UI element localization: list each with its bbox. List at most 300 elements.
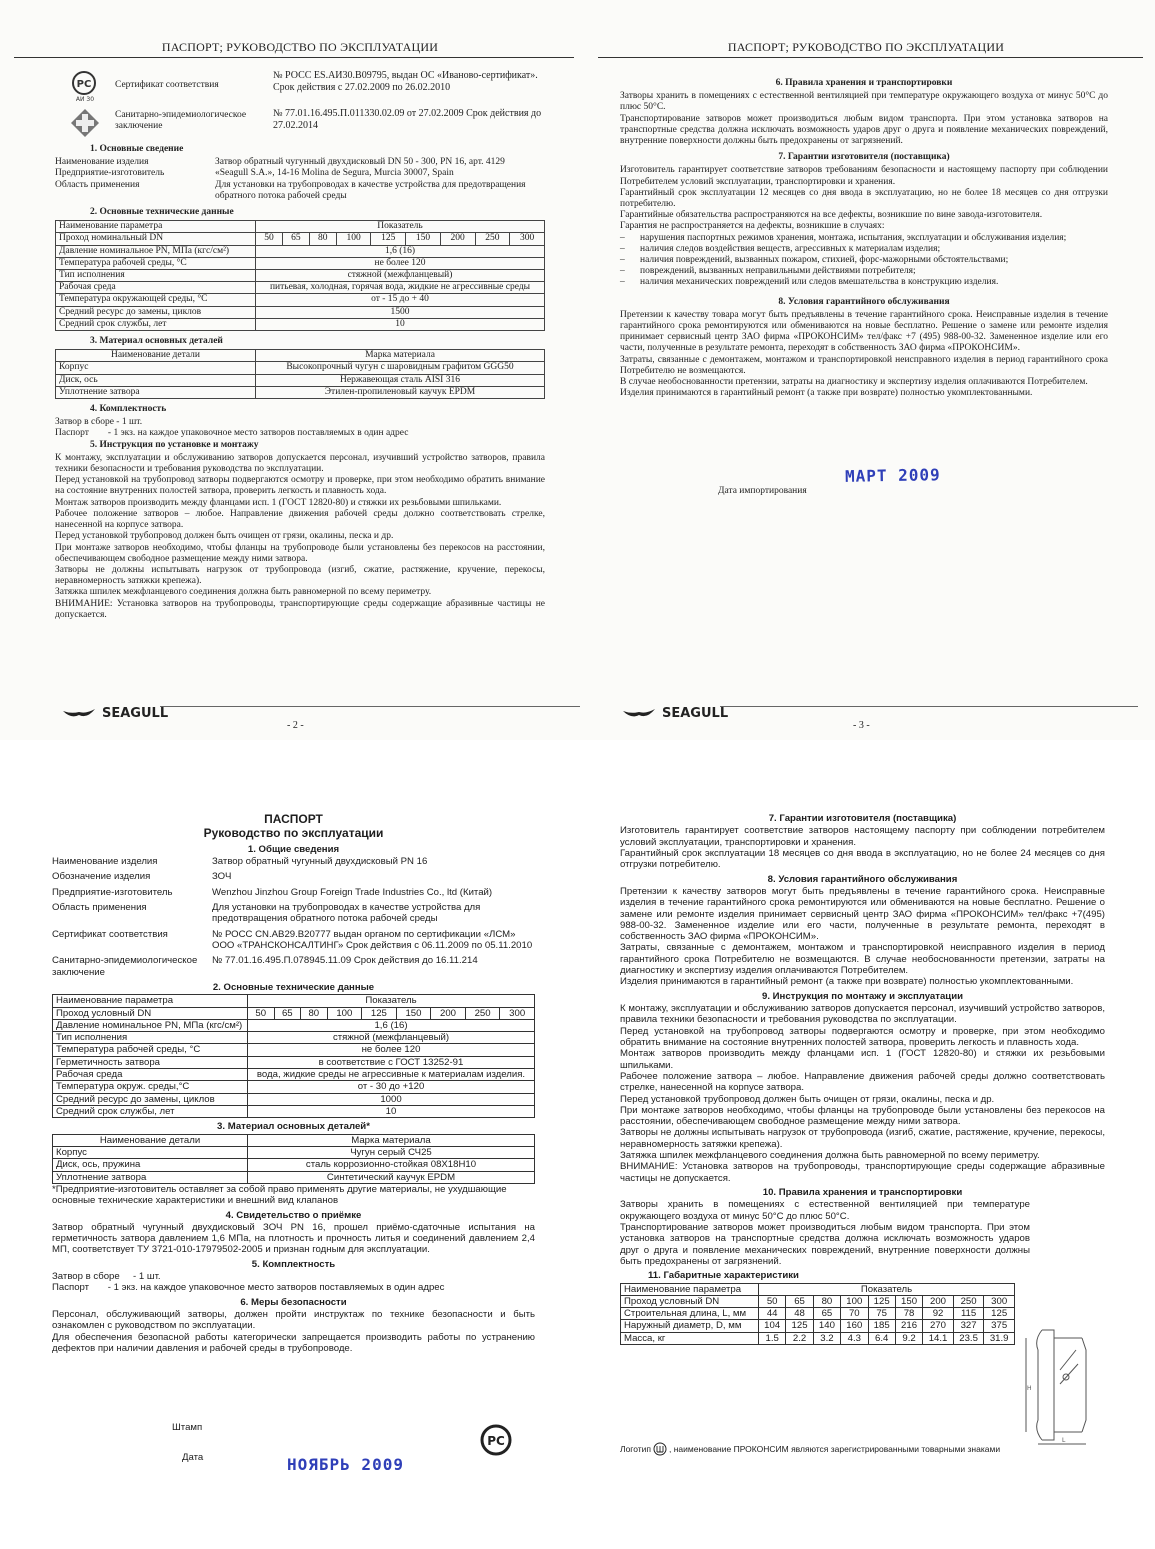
info-row <box>55 157 545 168</box>
trademark-prefix: Логотип <box>620 1443 652 1454</box>
install-instructions <box>55 453 545 621</box>
table-row <box>56 294 545 306</box>
row-label: Температура рабочей среды, °С <box>56 257 256 269</box>
row-label: Тип исполнения <box>53 1032 248 1044</box>
row-label: Уплотнение затвора <box>53 1171 248 1183</box>
row-label: Температура окруж. среды,°С <box>53 1081 248 1093</box>
tech-data-table <box>55 220 545 331</box>
safety-text <box>52 1309 535 1354</box>
section-5-title: 5. Комплектность <box>251 1258 336 1270</box>
package-line: Затвор в сборе - 1 шт. <box>55 417 143 428</box>
value-cell: 80 <box>813 1295 840 1307</box>
value-cell: 31.9 <box>984 1332 1015 1344</box>
table-row <box>56 374 545 386</box>
info-value: № 77.01.16.495.П.078945.11.09 Срок действия до 16.11.214 <box>212 955 478 967</box>
page-number: - 3 - <box>853 720 870 731</box>
proconsim-logo-icon <box>653 1442 667 1456</box>
dn-cell: 80 <box>309 233 336 245</box>
value-cell: 216 <box>895 1320 922 1332</box>
svg-text:L: L <box>1062 1437 1066 1444</box>
warranty-text <box>620 165 1108 232</box>
row-value: Высокопрочный чугун с шаровидным графитом GGG50 <box>256 362 545 374</box>
value-cell: 3.2 <box>813 1332 840 1344</box>
value-cell: 160 <box>841 1320 868 1332</box>
dn-cell: 250 <box>465 1007 500 1019</box>
dn-cell: 50 <box>256 233 283 245</box>
instruction-paragraph: Перед установкой на трубопровод затворы подвергаются осмотру и проверке, при этом необходимо обратить внимание на состояние внутренних полостей затвора, проверить легкость и плавность хода. <box>55 475 545 497</box>
value-cell: 250 <box>953 1295 984 1307</box>
table-row <box>53 1159 535 1171</box>
service-paragraph: В случае необоснованности претензии, затраты на диагностику и экспертизу изделия оплачиваются Потребителем. <box>620 377 1088 388</box>
row-value: вода, жидкие среды не агрессивные к материалам изделия. <box>248 1069 535 1081</box>
table-row <box>53 1171 535 1183</box>
warranty-paragraph: Гарантийный срок эксплуатации 18 месяцев со дня ввода в эксплуатацию, но не более 24 месяцев со дня отгрузки потребителю. <box>620 847 1105 871</box>
value-cell: 104 <box>759 1320 786 1332</box>
instruction-paragraph: При монтаже затворов необходимо, чтобы фланцы на трубопроводе были установлены без перекосов на расстоянии, обеспечивающем свободное размещение между ними затвора. <box>55 542 545 564</box>
table-row <box>53 1146 535 1158</box>
info-row <box>52 955 535 978</box>
instruction-paragraph: Перед установкой на трубопровод затворы подвергаются осмотру и проверке, при этом необходимо обратить внимание на состояние внутренних полостей затвора, проверить легкость и плавность хода. <box>620 1025 1105 1048</box>
value-cell: 270 <box>923 1320 954 1332</box>
table-row <box>53 1069 535 1081</box>
svg-text:АИ 30: АИ 30 <box>75 96 95 102</box>
dn-cell: 150 <box>406 233 441 245</box>
section-8-title: 8. Условия гарантийного обслуживания <box>767 873 958 885</box>
dn-cell: 250 <box>475 233 510 245</box>
row-value: 1500 <box>256 306 545 318</box>
info-label: Наименование изделия <box>55 157 149 168</box>
page-2-footer-rule <box>160 706 580 707</box>
sanitary-text: № 77.01.16.495.П.011330.02.09 от 27.02.2009 Срок действия до 27.02.2014 <box>273 108 542 131</box>
certificate-row <box>55 70 545 102</box>
storage-paragraph: Транспортирование затворов может производиться любым видом транспорта. При этом установка затворов на транспортные средства должна исключать возможность ударов друг о друга и появление механических повреждений, внутренние поверхности должны быть предохранены от загрязнений. <box>620 113 1108 147</box>
info-label: Область применения <box>55 179 140 190</box>
header-cell: Наименование детали <box>53 1134 248 1146</box>
service-paragraph: Претензии к качеству затворов могут быть предъявлены в течение гарантийного срока. Неисправные изделия в течение гарантийного срока ремонтируются или обмениваются на новые бесплатно. Решение о замене или ремонте изделия принимает сервисный центр ЗАО фирма «ПРОКОНСИМ» тел/факс +7(495) 988-00-32. Замененное изделие или его части, полученные в результате ремонта, переходят в собственность ЗАО фирма «ПРОКОНСИМ». <box>620 885 1105 943</box>
table-row <box>53 1106 535 1118</box>
value-cell: 23.5 <box>953 1332 984 1344</box>
table-row <box>621 1295 1015 1307</box>
instruction-paragraph: При монтаже затворов необходимо, чтобы фланцы на трубопроводе были установлены без перекосов на расстоянии, обеспечивающем свободное размещение между ними затвора. <box>620 1104 1105 1128</box>
table-row <box>56 257 545 269</box>
list-item: – наличия следов воздействия веществ, агрессивных к материалам изделия; <box>620 244 1108 255</box>
instruction-paragraph: Монтаж затворов производить между фланцами исп. 1 (ГОСТ 12820-80) и стяжки их резьбовыми шпильками. <box>620 1048 1105 1071</box>
date-label: Дата <box>182 1452 204 1463</box>
seagull-logo-text: SEAGULL <box>102 706 169 721</box>
dn-cell: 300 <box>500 1007 535 1019</box>
package-line: Паспорт - 1 экз. на каждое упаковочное место затворов поставляемых в один адрес <box>52 1282 445 1294</box>
row-value: не более 120 <box>256 257 545 269</box>
info-label: Область применения <box>52 902 147 914</box>
header-cell: Показатель <box>248 995 535 1007</box>
value-cell: 125 <box>786 1320 813 1332</box>
dn-cell: 100 <box>327 1007 362 1019</box>
info-value: Для установки на трубопроводах в качестве устройства для предотвращения обратного потока рабочей среды <box>215 179 526 201</box>
instruction-paragraph: Перед установкой трубопровод должен быть очищен от грязи, окалины, песка и др. <box>55 531 394 542</box>
table-row <box>53 1007 535 1019</box>
sanitary-cross-icon <box>55 108 115 138</box>
seagull-bird-icon <box>62 707 96 721</box>
cert-label: Сертификат соответствия <box>115 80 219 90</box>
dn-cell: 80 <box>301 1007 328 1019</box>
service-text <box>620 886 1105 988</box>
table-header-row <box>621 1283 1015 1295</box>
table-row <box>56 386 545 398</box>
info-row <box>52 929 535 952</box>
warranty-text <box>620 825 1105 870</box>
page-2-header-rule <box>14 57 574 58</box>
date-stamp: МАРТ 2009 <box>844 465 941 486</box>
value-cell: 125 <box>868 1295 895 1307</box>
page-2-header: ПАСПОРТ; РУКОВОДСТВО ПО ЭКСПЛУАТАЦИИ <box>161 40 439 54</box>
table-row <box>53 1044 535 1056</box>
trademark-note <box>620 1442 1000 1456</box>
row-value: 1,6 (16) <box>256 245 545 257</box>
table-row <box>53 1056 535 1068</box>
section-1-title: 1. Основные сведение <box>90 144 184 154</box>
info-label: Предприятие-изготовитель <box>55 168 165 179</box>
seagull-logo-text: SEAGULL <box>662 706 729 721</box>
sanitary-label: Санитарно-эпидемиологическое заключение <box>115 110 247 132</box>
seagull-logo-left <box>62 706 168 721</box>
row-label: Рабочая среда <box>53 1069 248 1081</box>
storage-paragraph: Транспортирование затворов может производиться любым видом транспорта. При этом установка затворов на транспортные средства должна исключать возможность ударов друг о друга и появление механических повреждений, внутренние поверхности должны быть предохранены от загрязнений. <box>620 1221 1030 1267</box>
storage-paragraph: Затворы хранить в помещениях с естественной вентиляцией при температуре окружающего воздуха от минус 50°С до плюс 50°С. <box>620 91 1108 113</box>
table-row <box>56 362 545 374</box>
table-row <box>621 1332 1015 1344</box>
section-3-title: 3. Материал основных деталей* <box>217 1121 370 1133</box>
warranty-paragraph: Гарантия не распространяется на дефекты, возникшие в случаях: <box>620 221 885 232</box>
value-cell: 327 <box>953 1320 984 1332</box>
sanitary-row <box>55 108 545 138</box>
row-value: Этилен-пропиленовый каучук EPDM <box>256 386 545 398</box>
value-cell: 1.5 <box>759 1332 786 1344</box>
section-3-title: 3. Материал основных деталей <box>90 336 223 347</box>
trademark-text: , наименование ПРОКОНСИМ являются зарегистрированными товарными знаками <box>669 1443 1001 1454</box>
rst-logo-icon <box>478 1424 516 1461</box>
instruction-paragraph: К монтажу, эксплуатации и обслуживанию затворов допускается персонал, изучивший устройство затворов, правила техники безопасности и требования руководства по эксплуатации. <box>620 1003 1105 1026</box>
section-8-title: 8. Условия гарантийного обслуживания <box>778 296 950 307</box>
instruction-paragraph: Рабочее положение затвора – любое. Направление движения рабочей среды должно соответствовать стрелке, нанесенной на корпусе затвора. <box>620 1070 1105 1094</box>
cert-text: № РОСС ES.АИ30.В09795, выдан ОС «Иваново-сертификат». Срок действия с 27.02.2009 по 26.02.2010 <box>273 70 538 93</box>
row-value: Чугун серый СЧ25 <box>248 1146 535 1158</box>
section-11-title: 11. Габаритные характеристики <box>648 1270 799 1282</box>
value-cell: 185 <box>868 1320 895 1332</box>
info-label: Предприятие-изготовитель <box>52 886 173 898</box>
instruction-paragraph: К монтажу, эксплуатации и обслуживанию затворов допускается персонал, изучивший устройство затворов, правила техники безопасности и требования руководства по эксплуатации. <box>55 452 545 475</box>
info-value: № РОСС CN.АВ29.В20777 выдан органом по сертификации «ЛСМ» ООО «ТРАНСКОНСАЛТИНГ» Срок действия с 06.11.2009 по 05.11.2010 <box>212 928 533 951</box>
row-label: Давление номинальное PN, МПа (кгс/см²) <box>53 1019 248 1031</box>
table-row <box>621 1308 1015 1320</box>
value-cell: 125 <box>984 1308 1015 1320</box>
row-value: Нержавеющая сталь AISI 316 <box>256 374 545 386</box>
info-label: Наименование изделия <box>52 856 158 868</box>
service-paragraph: Затраты, связанные с демонтажем, монтажом и транспортировкой неисправного изделия в период гарантийного срока Потребителю не возмещаются. В случае необоснованности претензии, затраты на диагностику и экспертизу изделия оплачиваются Потребителем. <box>620 942 1105 977</box>
info-row <box>52 902 535 925</box>
value-cell: 200 <box>923 1295 954 1307</box>
info-row <box>55 168 545 179</box>
rst-logo-icon <box>55 70 115 102</box>
warranty-exclusions-list <box>620 233 1108 289</box>
page-number: - 2 - <box>287 720 304 731</box>
value-cell: 300 <box>984 1295 1015 1307</box>
row-label: Корпус <box>56 362 256 374</box>
row-label: Тип исполнения <box>56 270 256 282</box>
info-row <box>52 871 535 882</box>
warranty-paragraph: Изготовитель гарантирует соответствие затворов требованиям безопасности и настоящему паспорту при соблюдении Потребителем условий эксплуатации, транспортировки и хранения. <box>620 165 1108 187</box>
header-cell: Наименование параметра <box>53 995 248 1007</box>
section-4-title: 4. Комплектность <box>90 404 167 415</box>
tech-data-table <box>52 994 535 1118</box>
warranty-paragraph: Изготовитель гарантирует соответствие затворов настоящему паспорту при соблюдении потребителем условий эксплуатации, транспортировки и хранения. <box>620 825 1105 848</box>
row-label: Диск, ось <box>56 374 256 386</box>
instruction-paragraph: ВНИМАНИЕ: Установка затворов на трубопроводы, транспортирующие среды содержащие абразивные частицы не допускается. <box>620 1161 1105 1184</box>
table-row <box>56 282 545 294</box>
materials-table <box>55 349 545 399</box>
dimensions-table <box>620 1283 1015 1346</box>
info-value: Затвор обратный чугунный двухдисковый DN 50 - 300, PN 16, арт. 4129 <box>215 157 505 168</box>
warranty-paragraph: Гарантийный срок эксплуатации 12 месяцев со дня ввода в эксплуатацию, но не более 18 месяцев со дня отгрузки потребителю. <box>620 187 1108 210</box>
instruction-paragraph: Затворы не должны испытывать нагрузок от трубопровода (изгиб, сжатие, растяжение, кручение, перекосы, неравномерность затяжки крепежа). <box>55 564 545 587</box>
seagull-bird-icon <box>622 707 656 721</box>
value-cell: 100 <box>841 1295 868 1307</box>
value-cell: 44 <box>759 1308 786 1320</box>
dn-cell: 100 <box>336 233 371 245</box>
import-date-label: Дата импортирования <box>718 486 807 496</box>
storage-text <box>620 91 1108 147</box>
table-row <box>56 233 545 245</box>
value-cell: 65 <box>813 1308 840 1320</box>
page-3-header-rule <box>598 57 1143 58</box>
value-cell: 75 <box>868 1308 895 1320</box>
dn-cell: 65 <box>274 1007 301 1019</box>
section-2-title: 2. Основные технические данные <box>212 981 375 993</box>
instruction-paragraph: Затяжка шпилек межфланцевого соединения должна быть равномерной по всему периметру. <box>620 1150 1040 1162</box>
svg-text:H: H <box>1027 1385 1032 1392</box>
page-3-footer-rule <box>720 706 1138 707</box>
info-row <box>52 887 535 898</box>
table-header-row <box>53 1134 535 1146</box>
row-label: Средний срок службы, лет <box>56 318 256 330</box>
list-item: – наличия повреждений, вызванных пожаром, стихией, форс-мажорными обстоятельствами; <box>620 255 1108 266</box>
service-paragraph: Затраты, связанные с демонтажем, монтажом и транспортировкой неисправного изделия в период гарантийного срока Потребителю не возмещаются. <box>620 354 1108 376</box>
list-item: – наличия механических повреждений или следов вмешательства в конструкцию изделия. <box>620 277 1108 288</box>
section-5-title: 5. Инструкция по установке и монтажу <box>90 439 259 450</box>
header-cell: Марка материала <box>256 350 545 362</box>
row-value: в соответствие с ГОСТ 13252-91 <box>248 1056 535 1068</box>
table-row <box>56 245 545 257</box>
section-4-title: 4. Свидетельство о приёмке <box>225 1209 362 1221</box>
stamp-label: Штамп <box>172 1422 203 1433</box>
package-line: Затвор в сборе - 1 шт. <box>52 1271 161 1283</box>
install-instructions <box>620 1003 1105 1184</box>
dn-cell: 200 <box>431 1007 466 1019</box>
storage-text <box>620 1199 1030 1267</box>
instruction-paragraph: Монтаж затворов производить между фланцами исп. 1 (ГОСТ 12820-80) и стяжки их резьбовыми шпильками. <box>55 497 502 508</box>
value-cell: 48 <box>786 1308 813 1320</box>
row-label: Проход условный DN <box>53 1007 248 1019</box>
value-cell: 92 <box>923 1308 954 1320</box>
row-value: 1000 <box>248 1093 535 1105</box>
row-value: сталь коррозионно-стойкая 08Х18Н10 <box>248 1159 535 1171</box>
general-info-list <box>52 856 535 978</box>
instruction-paragraph: Затяжка шпилек межфланцевого соединения должна быть равномерной по всему периметру. <box>55 587 432 598</box>
instruction-paragraph: Рабочее положение затворов – любое. Направление движения рабочей среды должно соответствовать стрелке, нанесенной на корпусе затвора. <box>55 508 545 531</box>
document-subtitle: Руководство по эксплуатации <box>203 826 384 841</box>
header-cell: Показатель <box>256 221 545 233</box>
value-cell: 140 <box>813 1320 840 1332</box>
row-value: от - 30 до +120 <box>248 1081 535 1093</box>
row-label: Средний срок службы, лет <box>53 1106 248 1118</box>
dn-cell: 65 <box>282 233 309 245</box>
value-cell: 115 <box>953 1308 984 1320</box>
materials-footnote: *Предприятие-изготовитель оставляет за собой право применять другие материалы, не ухудшающие основные технические характеристики и внешний вид клапанов <box>52 1183 507 1207</box>
service-paragraph: Претензии к качеству товара могут быть предъявлены в течение гарантийного срока. Неисправные изделия в течение гарантийного срока ремонтируются или обмениваются на новые бесплатно. Решение о замене или ремонте изделия принимает сервисный центр ЗАО фирма «ПРОКОНСИМ» тел/факс +7 (495) 988-00-32. Замененное изделие или его части, полученные в результате ремонта, переходят в собственность ЗАО фирма «ПРОКОНСИМ». <box>620 309 1108 354</box>
section-10-title: 10. Правила хранения и транспортировки <box>762 1187 963 1198</box>
dn-cell: 300 <box>510 233 545 245</box>
row-value: стяжной (межфланцевый) <box>248 1032 535 1044</box>
table-header-row <box>56 221 545 233</box>
info-value: ЗОЧ <box>212 871 232 883</box>
info-value: Wenzhou Jinzhou Group Foreign Trade Industries Co., ltd (Китай) <box>212 886 493 898</box>
top-scan-sheet <box>0 0 1155 740</box>
dn-cell: 50 <box>248 1007 275 1019</box>
value-cell: 14.1 <box>923 1332 954 1344</box>
page-3-header: ПАСПОРТ; РУКОВОДСТВО ПО ЭКСПЛУАТАЦИИ <box>727 40 1005 54</box>
bottom-scan-sheet <box>0 740 1155 1549</box>
svg-text:РС: РС <box>487 1434 505 1448</box>
info-value: Затвор обратный чугунный двухдисковый PN 16 <box>212 856 428 868</box>
package-line: Паспорт - 1 экз. на каждое упаковочное место затворов поставляемых в один адрес <box>55 428 409 439</box>
header-cell: Марка материала <box>248 1134 535 1146</box>
value-cell: 375 <box>984 1320 1015 1332</box>
row-label: Средний ресурс до замены, циклов <box>56 306 256 318</box>
service-paragraph: Изделия принимаются в гарантийный ремонт (а также при возврате) полностью укомплектованными. <box>620 388 1033 399</box>
row-label: Проход номинальный DN <box>56 233 256 245</box>
valve-drawing <box>1024 1320 1109 1453</box>
section-6-title: 6. Правила хранения и транспортировки <box>775 78 953 88</box>
passport-right-column <box>620 810 1105 1345</box>
date-stamp: НОЯБРЬ 2009 <box>287 1455 404 1474</box>
acceptance-text: Затвор обратный чугунный двухдисковый ЗОЧ PN 16, прошел приёмо-сдаточные испытания на герметичность затвора давлением 1,6 МПа, на плотность и прочность литья и соединений давлением 2,4 МП, соответствует ТУ 3721-010-17979502-2005 и признан годным для эксплуатации. <box>52 1221 535 1256</box>
section-9-title: 9. Инструкция по монтажу и эксплуатации <box>761 990 963 1002</box>
row-value: питьевая, холодная, горячая вода, жидкие не агрессивные среды <box>256 282 545 294</box>
table-row <box>53 1093 535 1105</box>
svg-text:РС: РС <box>76 79 92 90</box>
value-cell: 65 <box>786 1295 813 1307</box>
table-row <box>56 306 545 318</box>
header-cell: Наименование детали <box>56 350 256 362</box>
dn-cell: 125 <box>371 233 406 245</box>
value-cell: 78 <box>895 1308 922 1320</box>
row-label: Проход условный DN <box>621 1295 759 1307</box>
safety-paragraph: Персонал, обслуживающий затворы, должен пройти инструктаж по технике безопасности и быть ознакомлен с руководством по эксплуатации. <box>52 1309 535 1332</box>
dn-cell: 150 <box>396 1007 431 1019</box>
header-cell: Наименование параметра <box>56 221 256 233</box>
page-3-body <box>620 73 1108 399</box>
seagull-logo-right <box>622 706 728 721</box>
warranty-paragraph: Гарантийные обязательства распространяются на все дефекты, возникшие по вине завода-изготовителя. <box>620 210 1043 221</box>
section-6-title: 6. Меры безопасности <box>240 1296 347 1308</box>
info-value: «Seagull S.A.», 14-16 Molina de Segura, Murcia 30007, Spain <box>215 168 454 179</box>
row-label: Рабочая среда <box>56 282 256 294</box>
value-cell: 150 <box>895 1295 922 1307</box>
page-2-body <box>55 70 545 621</box>
row-value: 10 <box>248 1106 535 1118</box>
value-cell: 6.4 <box>868 1332 895 1344</box>
service-text <box>620 310 1108 400</box>
list-item: – нарушения паспортных режимов хранения, монтажа, испытания, эксплуатации и обслуживания изделия; <box>620 233 1108 244</box>
table-row <box>56 270 545 282</box>
info-label: Обозначение изделия <box>52 871 151 883</box>
row-value: Синтетический каучук EPDM <box>248 1171 535 1183</box>
table-row <box>56 318 545 330</box>
row-value: не более 120 <box>248 1044 535 1056</box>
safety-paragraph: Для обеспечения безопасной работы категорически запрещается производить работы по устранению дефектов при наличии давления и рабочей среды в трубопроводе. <box>52 1331 535 1354</box>
info-value: Для установки на трубопроводах в качестве устройства для предотвращения обратного потока рабочей среды <box>212 902 481 925</box>
materials-table <box>52 1134 535 1184</box>
row-label: Температура окружающей среды, °С <box>56 294 256 306</box>
passport-left-column <box>52 812 535 1354</box>
row-label: Средний ресурс до замены, циклов <box>53 1093 248 1105</box>
row-label: Герметичность затвора <box>53 1056 248 1068</box>
value-cell: 70 <box>841 1308 868 1320</box>
section-1-title: 1. Общие сведения <box>247 843 340 855</box>
row-label: Наружный диаметр, D, мм <box>621 1320 759 1332</box>
service-paragraph: Изделия принимаются в гарантийный ремонт (а также при возврате) полностью укомплектованными. <box>620 976 1074 988</box>
row-value: от - 15 до + 40 <box>256 294 545 306</box>
info-row <box>52 856 535 867</box>
section-2-title: 2. Основные технические данные <box>90 207 234 218</box>
row-value: 1,6 (16) <box>248 1019 535 1031</box>
table-row <box>53 1019 535 1031</box>
row-label: Диск, ось, пружина <box>53 1159 248 1171</box>
storage-paragraph: Затворы хранить в помещениях с естественной вентиляцией при температуре окружающего воздуха от минус 50°С до плюс 50°С. <box>620 1199 1030 1222</box>
table-header-row <box>53 995 535 1007</box>
row-label: Уплотнение затвора <box>56 386 256 398</box>
instruction-paragraph: Перед установкой трубопровод должен быть очищен от грязи, окалины, песка и др. <box>620 1093 995 1105</box>
table-header-row <box>56 350 545 362</box>
document-title: ПАСПОРТ <box>264 812 323 826</box>
info-label: Санитарно-эпидемиологическое заключение <box>52 955 198 978</box>
info-label: Сертификат соответствия <box>52 928 168 940</box>
general-info-list <box>55 157 545 202</box>
row-label: Строительная длина, L, мм <box>621 1308 759 1320</box>
value-cell: 9.2 <box>895 1332 922 1344</box>
header-cell: Показатель <box>759 1283 1015 1295</box>
row-label: Температура рабочей среды, °С <box>53 1044 248 1056</box>
value-cell: 2.2 <box>786 1332 813 1344</box>
row-label: Корпус <box>53 1146 248 1158</box>
section-7-title: 7. Гарантии изготовителя (поставщика) <box>768 813 957 824</box>
table-row <box>621 1320 1015 1332</box>
row-label: Масса, кг <box>621 1332 759 1344</box>
info-row <box>55 180 545 202</box>
dn-cell: 200 <box>440 233 475 245</box>
table-row <box>53 1032 535 1044</box>
value-cell: 50 <box>759 1295 786 1307</box>
instruction-paragraph: ВНИМАНИЕ: Установка затворов на трубопроводы, транспортирующие среды содержащие абразивные частицы не допускается. <box>55 598 545 620</box>
row-value: стяжной (межфланцевый) <box>256 270 545 282</box>
list-item: – повреждений, вызванных неправильными действиями потребителя; <box>620 266 1108 277</box>
dn-cell: 125 <box>362 1007 397 1019</box>
section-7-title: 7. Гарантии изготовителя (поставщика) <box>778 152 950 163</box>
row-value: 10 <box>256 318 545 330</box>
row-label: Давление номинальное PN, МПа (кгс/см²) <box>56 245 256 257</box>
instruction-paragraph: Затворы не должны испытывать нагрузок от трубопровода (изгиб, сжатие, растяжение, кручение, перекосы, неравномерность затяжки крепежа). <box>620 1127 1105 1150</box>
header-cell: Наименование параметра <box>621 1283 759 1295</box>
table-row <box>53 1081 535 1093</box>
